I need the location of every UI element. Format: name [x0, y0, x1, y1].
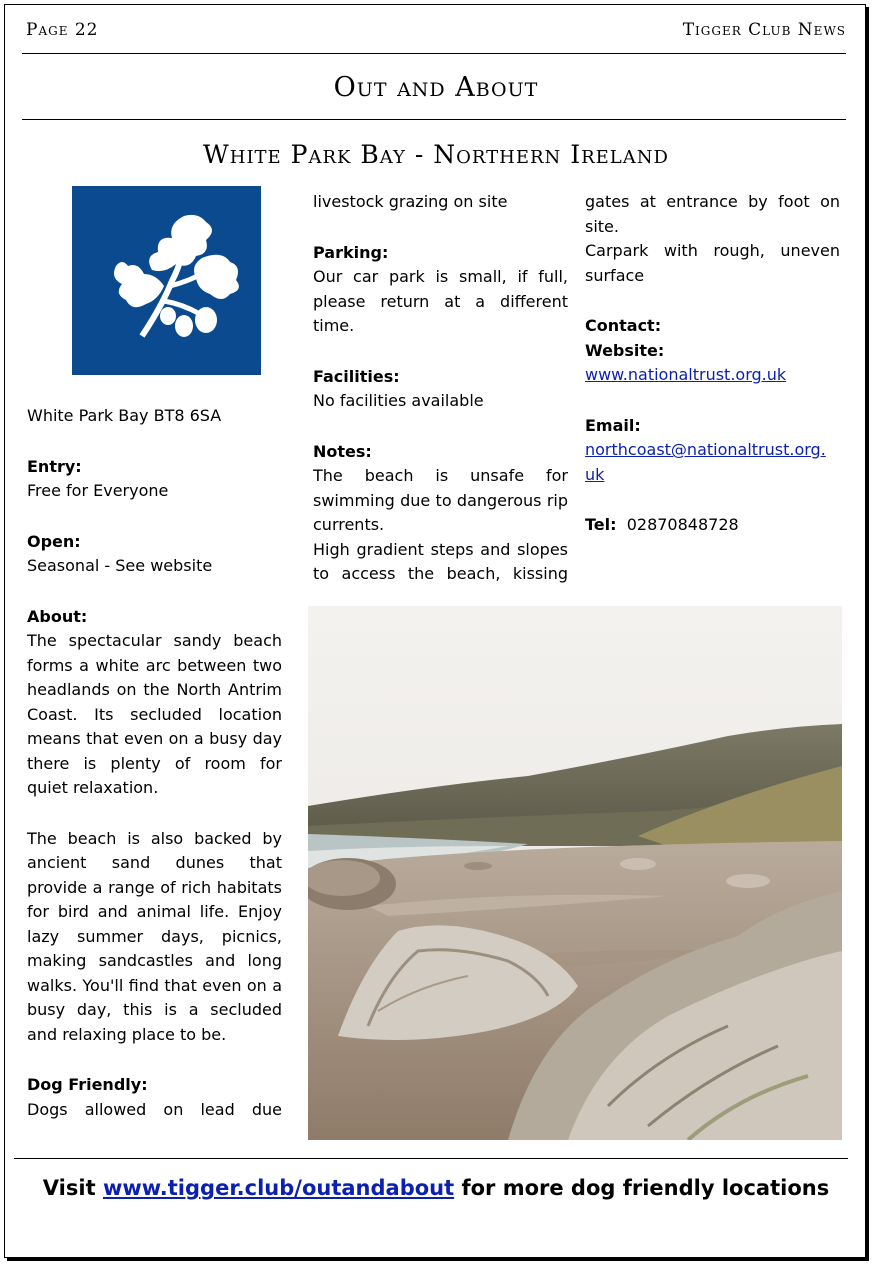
oak-leaf-icon	[72, 186, 261, 375]
entry-label: Entry:	[27, 456, 82, 476]
column-2	[313, 190, 568, 587]
footer-rule	[14, 1158, 848, 1159]
column-3	[585, 190, 840, 538]
header-rule	[22, 53, 846, 54]
parking-label: Parking:	[313, 242, 389, 262]
notes-continued: gates at entrance by foot on site.	[585, 192, 840, 236]
tel-value: 02870848728	[626, 515, 739, 534]
email-link-part-1: northcoast@nationaltrust.org.	[585, 440, 826, 459]
section-title: Out and About	[333, 72, 539, 103]
column-1	[27, 404, 282, 1122]
dog-friendly-label: Dog Friendly:	[27, 1075, 148, 1094]
facilities-label: Facilities:	[313, 366, 400, 386]
facilities-value: No facilities available	[313, 391, 484, 410]
page-number: Page 22	[26, 20, 99, 40]
tel-label: Tel:	[585, 515, 617, 534]
national-trust-logo	[72, 186, 261, 375]
about-paragraph-1: The spectacular sandy beach forms a white arc between two headlands on the North Antrim Coast. Its secluded location means that even on a busy day there is plenty of room for quiet relaxation.	[27, 631, 282, 797]
notes-label: Notes:	[313, 441, 372, 461]
website-link[interactable]: www.nationaltrust.org.uk	[585, 365, 787, 384]
contact-label: Contact:	[585, 316, 662, 335]
article-title: White Park Bay - Northern Ireland	[203, 140, 669, 169]
footer-suffix: for more dog friendly locations	[461, 1176, 830, 1200]
email-link-part-2: uk	[585, 464, 605, 484]
about-label: About:	[27, 606, 88, 626]
publication-name: Tigger Club News	[682, 20, 846, 40]
open-label: Open:	[27, 531, 81, 551]
dog-friendly-continued: livestock grazing on site	[313, 192, 508, 211]
footer-banner	[0, 1176, 872, 1200]
parking-value: Our car park is small, if full, please return at a different time.	[313, 267, 568, 335]
notes-3: Carpark with rough, uneven surface	[585, 241, 840, 285]
email-label: Email:	[585, 415, 641, 435]
beach-photo	[308, 606, 842, 1140]
notes-1: The beach is unsafe for swimming due to dangerous rip currents.	[313, 466, 568, 534]
footer-prefix: Visit	[42, 1176, 96, 1200]
footer-link[interactable]: www.tigger.club/outandabout	[102, 1176, 455, 1200]
about-paragraph-2: The beach is also backed by ancient sand dunes that provide a range of rich habitats for bird and animal life. Enjoy lazy summer days, picnics, making sandcastles and long walks. You'll find that even on a busy day, this is a secluded and relaxing place to be.	[27, 828, 282, 1044]
section-rule	[22, 119, 846, 120]
email-link[interactable]	[585, 440, 826, 484]
address: White Park Bay BT8 6SA	[27, 406, 222, 425]
entry-value: Free for Everyone	[27, 481, 169, 500]
notes-2: High gradient steps and slopes to access the beach, kissing	[313, 539, 568, 583]
open-value: Seasonal - See website	[27, 556, 213, 575]
website-label: Website:	[585, 340, 665, 360]
dog-friendly-value: Dogs allowed on lead due	[27, 1099, 282, 1119]
